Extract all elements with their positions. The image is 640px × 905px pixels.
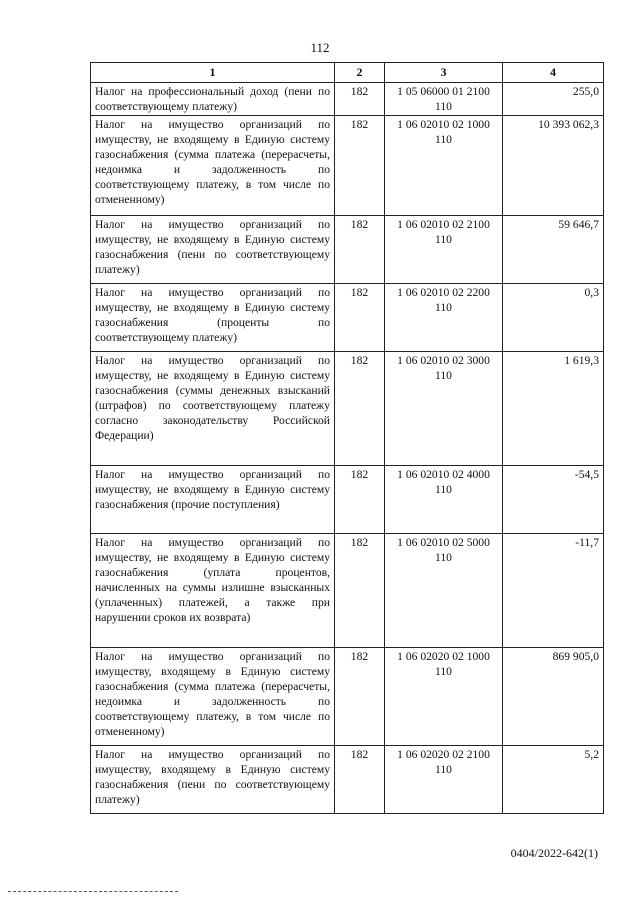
amount-cell: -54,5	[503, 466, 604, 534]
revenue-name-cell: Налог на имущество организаций по имуществу, входящему в Единую систему газоснабжения (сумма платежа (перерасчеты, недоимка и задолженность по соответствующему платежу, в том числе по отмененному)	[91, 648, 335, 746]
column-header-4: 4	[503, 63, 604, 83]
budget-revenue-table	[90, 62, 604, 814]
table-row	[91, 116, 604, 216]
revenue-name-cell: Налог на имущество организаций по имуществу, не входящему в Единую систему газоснабжения (уплата процентов, начисленных на суммы излишне взысканных (уплаченных) платежей, а также при нарушении сроков их возврата)	[91, 534, 335, 648]
admin-code-cell: 182	[335, 534, 385, 648]
revenue-name-cell: Налог на имущество организаций по имуществу, входящему в Единую систему газоснабжения (пени по соответствующему платежу)	[91, 746, 335, 814]
admin-code-cell: 182	[335, 284, 385, 352]
revenue-name-cell: Налог на имущество организаций по имуществу, не входящему в Единую систему газоснабжения (прочие поступления)	[91, 466, 335, 534]
admin-code-cell: 182	[335, 466, 385, 534]
admin-code-cell: 182	[335, 648, 385, 746]
column-header-3: 3	[385, 63, 503, 83]
table-header-row	[91, 63, 604, 83]
amount-cell: 255,0	[503, 83, 604, 116]
amount-cell: 869 905,0	[503, 648, 604, 746]
classification-code-cell: 1 06 02010 02 3000 110	[385, 352, 503, 466]
classification-code-cell: 1 06 02010 02 5000 110	[385, 534, 503, 648]
bottom-divider	[8, 891, 178, 892]
amount-cell: 0,3	[503, 284, 604, 352]
classification-code-cell: 1 05 06000 01 2100 110	[385, 83, 503, 116]
table-row	[91, 352, 604, 466]
revenue-name-cell: Налог на имущество организаций по имуществу, не входящему в Единую систему газоснабжения (проценты по соответствующему платежу)	[91, 284, 335, 352]
table-row	[91, 648, 604, 746]
table-row	[91, 534, 604, 648]
document-registration-code: 0404/2022-642(1)	[510, 846, 598, 860]
table-row	[91, 83, 604, 116]
page-number: 112	[310, 40, 330, 55]
admin-code-cell: 182	[335, 83, 385, 116]
amount-cell: 1 619,3	[503, 352, 604, 466]
table-row	[91, 746, 604, 814]
revenue-name-cell: Налог на имущество организаций по имуществу, не входящему в Единую систему газоснабжения (сумма платежа (перерасчеты, недоимка и задолженность по соответствующему платежу, в том числе по отмененному)	[91, 116, 335, 216]
table-row	[91, 216, 604, 284]
admin-code-cell: 182	[335, 352, 385, 466]
classification-code-cell: 1 06 02010 02 1000 110	[385, 116, 503, 216]
column-header-2: 2	[335, 63, 385, 83]
table-row	[91, 466, 604, 534]
table-row	[91, 284, 604, 352]
classification-code-cell: 1 06 02010 02 4000 110	[385, 466, 503, 534]
amount-cell: -11,7	[503, 534, 604, 648]
admin-code-cell: 182	[335, 216, 385, 284]
admin-code-cell: 182	[335, 746, 385, 814]
revenue-name-cell: Налог на имущество организаций по имуществу, не входящему в Единую систему газоснабжения (пени по соответствующему платежу)	[91, 216, 335, 284]
admin-code-cell: 182	[335, 116, 385, 216]
classification-code-cell: 1 06 02020 02 1000 110	[385, 648, 503, 746]
amount-cell: 59 646,7	[503, 216, 604, 284]
revenue-name-cell: Налог на имущество организаций по имуществу, не входящему в Единую систему газоснабжения (суммы денежных взысканий (штрафов) по соответствующему платежу согласно законодательству Российской Федерации)	[91, 352, 335, 466]
column-header-1: 1	[91, 63, 335, 83]
revenue-name-cell: Налог на профессиональный доход (пени по соответствующему платежу)	[91, 83, 335, 116]
classification-code-cell: 1 06 02010 02 2100 110	[385, 216, 503, 284]
classification-code-cell: 1 06 02010 02 2200 110	[385, 284, 503, 352]
classification-code-cell: 1 06 02020 02 2100 110	[385, 746, 503, 814]
amount-cell: 5,2	[503, 746, 604, 814]
amount-cell: 10 393 062,3	[503, 116, 604, 216]
